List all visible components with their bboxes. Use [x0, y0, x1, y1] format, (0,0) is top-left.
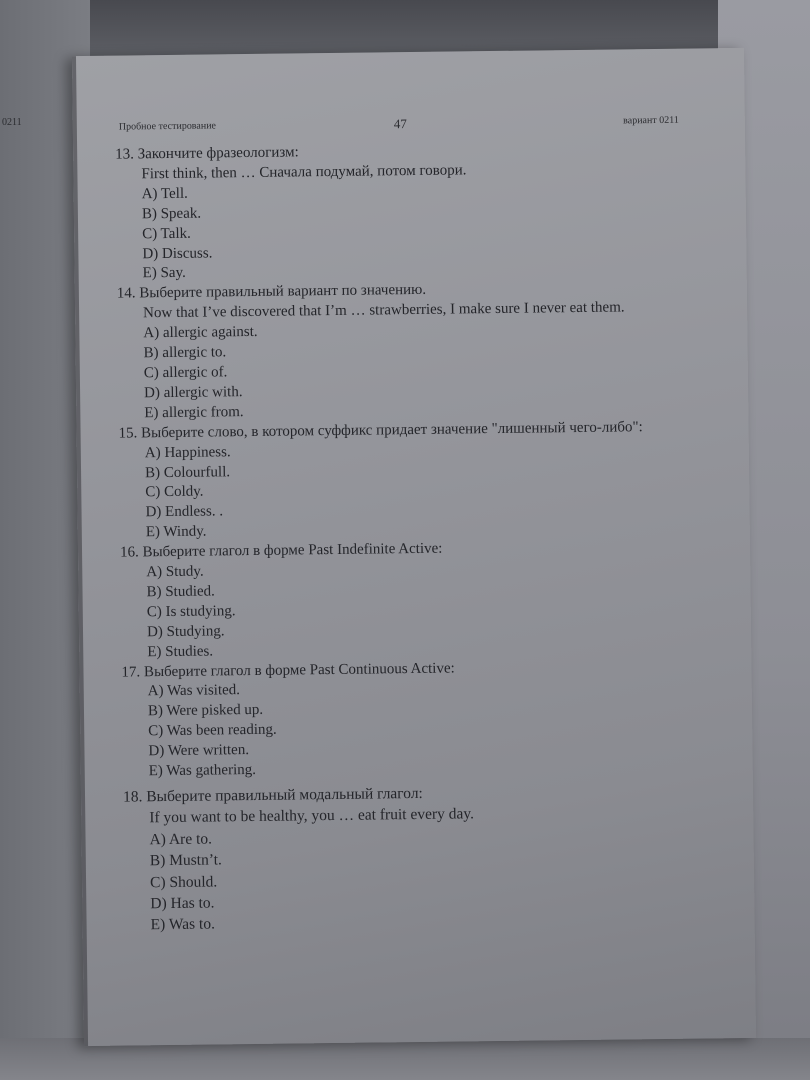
option-c: C) Talk. — [142, 225, 191, 242]
option-c: C) Was been reading. — [148, 721, 277, 740]
option-b: B) Mustn’t. — [149, 851, 222, 870]
question-14 — [117, 278, 699, 424]
question-title: 13. Закончите фразеологизм: — [115, 144, 299, 163]
question-17 — [121, 656, 702, 783]
answer-options — [116, 178, 697, 285]
question-stem: If you want to be healthy, you … eat fruit every day. — [149, 805, 475, 827]
question-15 — [118, 417, 699, 544]
option-c: C) Is studying. — [146, 603, 236, 621]
option-b: B) Colourfull. — [144, 463, 231, 481]
questions-list — [115, 139, 705, 937]
option-d: D) Discuss. — [142, 244, 213, 262]
option-b: B) allergic to. — [143, 344, 227, 362]
question-18 — [123, 779, 705, 936]
option-e: E) allergic from. — [144, 403, 244, 422]
test-page — [72, 48, 756, 1046]
option-a: A) allergic against. — [143, 324, 258, 342]
option-b: B) Speak. — [141, 205, 202, 223]
option-a: A) Are to. — [149, 830, 213, 849]
question-13 — [115, 139, 697, 285]
question-title: 14. Выберите правильный вариант по значению. — [116, 282, 427, 302]
option-e: E) Studies. — [147, 643, 214, 660]
option-e: E) Was gathering. — [148, 762, 257, 780]
answer-options — [119, 437, 700, 544]
answer-options — [117, 318, 698, 425]
option-e: E) Say. — [142, 265, 186, 282]
option-d: D) Has to. — [150, 894, 215, 913]
answer-options — [122, 676, 703, 783]
answer-options — [120, 557, 701, 664]
question-title: 16. Выберите глагол в форме Past Indefinite Active: — [119, 540, 443, 561]
question-title: 17. Выберите глагол в форме Past Continuous Active: — [121, 660, 455, 681]
option-d: D) Studying. — [146, 623, 225, 641]
option-d: D) Endless. . — [145, 503, 224, 521]
question-title: 18. Выберите правильный модальный глагол: — [122, 784, 423, 806]
option-d: D) allergic with. — [144, 383, 243, 402]
variant-label: вариант 0211 — [623, 114, 679, 127]
header-title: Пробное тестирование — [118, 120, 217, 133]
option-d: D) Were written. — [148, 742, 250, 760]
option-c: C) Coldy. — [145, 483, 204, 501]
answer-options — [123, 822, 704, 936]
page-number: 47 — [393, 116, 407, 132]
question-stem: First think, then … Сначала подумай, потом говори. — [141, 162, 467, 183]
option-a: A) Was visited. — [147, 682, 241, 700]
option-a: A) Study. — [146, 563, 204, 581]
option-e: E) Windy. — [145, 523, 207, 541]
option-b: B) Studied. — [146, 583, 215, 601]
option-b: B) Were pisked up. — [147, 702, 264, 720]
option-c: C) Should. — [149, 873, 218, 891]
option-a: A) Happiness. — [144, 443, 231, 461]
option-a: A) Tell. — [141, 185, 188, 203]
left-sheet-code: 0211 — [2, 117, 22, 128]
question-title: 15. Выберите слово, в котором суффикс придает значение "лишенный чего-либо": — [118, 418, 643, 442]
option-c: C) allergic of. — [143, 364, 228, 382]
question-stem: Now that I’ve discovered that I’m … strawberries, I make sure I never eat them. — [143, 299, 625, 322]
question-16 — [120, 537, 701, 664]
option-e: E) Was to. — [150, 915, 216, 934]
page-header — [119, 115, 679, 136]
